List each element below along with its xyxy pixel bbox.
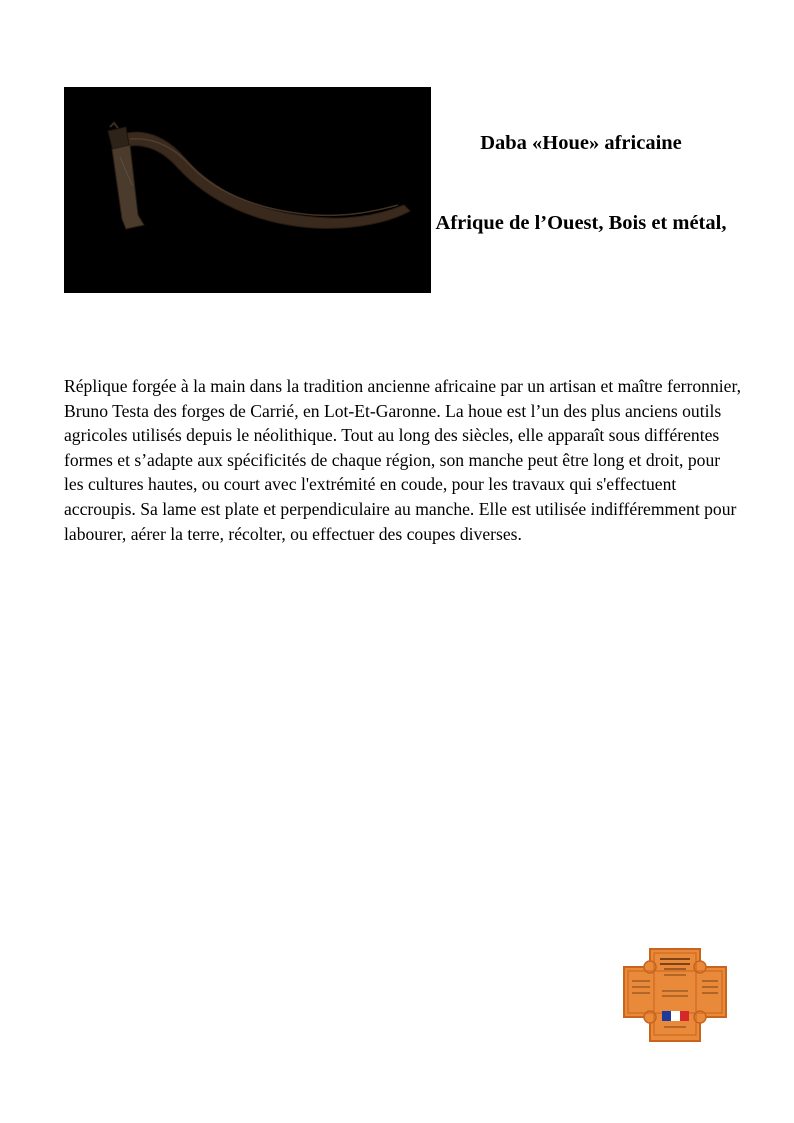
document-title: Daba «Houe» africaine: [480, 132, 682, 154]
association-seal-logo: [620, 945, 730, 1045]
seal-icon: [620, 945, 730, 1045]
product-photo: [64, 87, 431, 293]
description-paragraph: Réplique forgée à la main dans la tradition ancienne africaine par un artisan et maître ferronnier, Bruno Testa des forges de Carrié, en Lot-Et-Garonne. La houe est l’un des plus anciens outils agricoles utilisés depuis le néolithique. Tout au long des siècles, elle apparaît sous différentes formes et s’adapte aux spécificités de chaque région, son manche peut être long et droit, pour les cultures hautes, ou court avec l'extrémité en coude, pour les travaux qui s'effectuent accroupis. Sa lame est plate et perpendiculaire au manche. Elle est utilisée indifféremment pour labourer, aérer la terre, récolter, ou effectuer des coupes diverses.: [64, 376, 742, 544]
title-block: [431, 130, 731, 236]
hoe-image: [64, 87, 431, 293]
document-subtitle: Afrique de l’Ouest, Bois et métal,: [435, 212, 727, 234]
